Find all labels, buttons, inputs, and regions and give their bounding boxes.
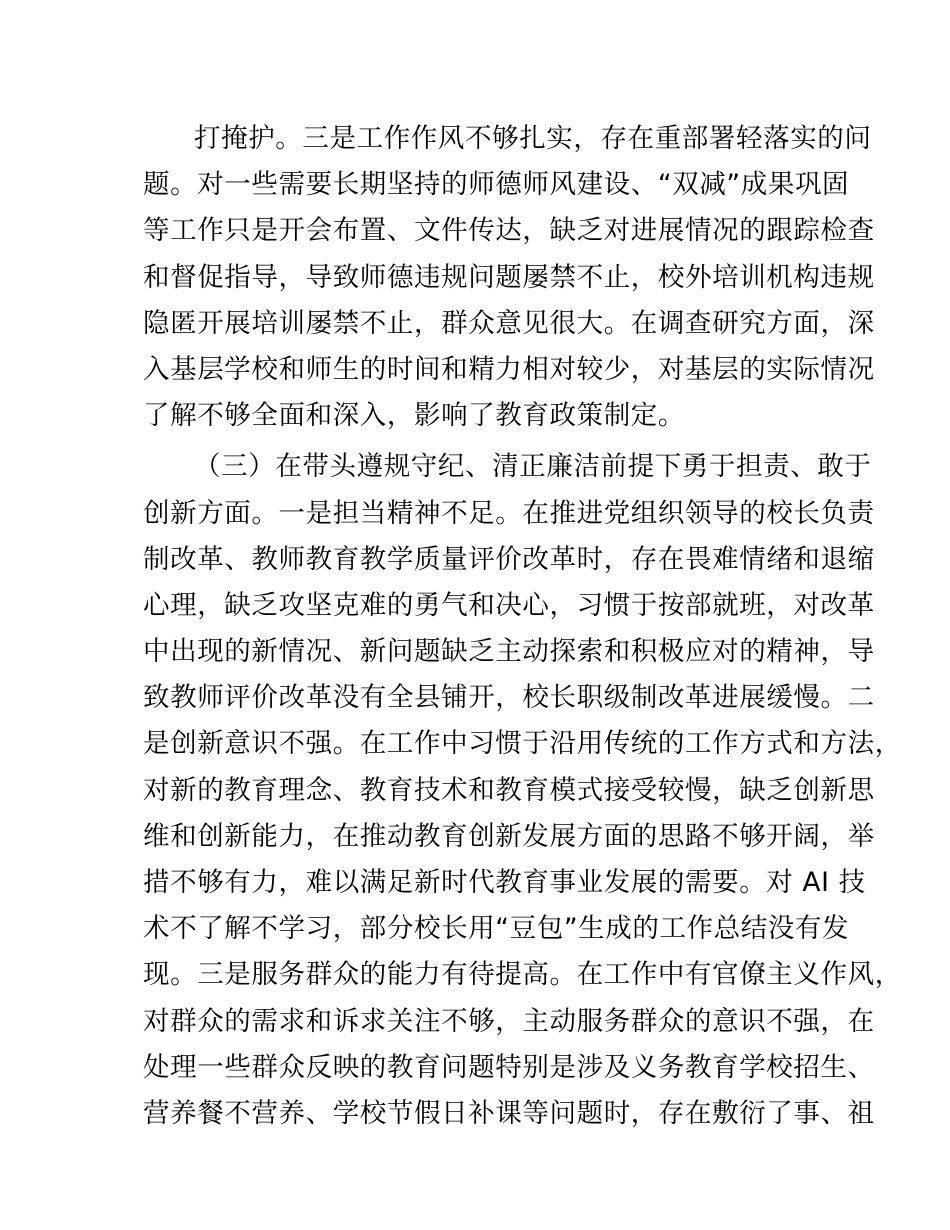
text-line: 了解不够全面和深入，影响了教育政策制定。: [143, 400, 685, 432]
text-line: 创新方面。一是担当精神不足。在推进党组织领导的校长负责: [143, 497, 875, 529]
text-line: 是创新意识不强。在工作中习惯于沿用传统的工作方式和方法，: [143, 728, 902, 760]
text-line: 等工作只是开会布置、文件传达，缺乏对进展情况的跟踪检查: [143, 215, 875, 247]
text-line: 术不了解不学习，部分校长用“豆包”生成的工作总结没有发: [143, 913, 850, 945]
text-line: 致教师评价改革没有全县铺开，校长职级制改革进展缓慢。二: [143, 682, 875, 714]
paragraph-section-three: [143, 444, 902, 1137]
text-line: 和督促指导，导致师德违规问题屡禁不止，校外培训机构违规: [143, 261, 875, 293]
text-line: 打掩护。三是工作作风不够扎实，存在重部署轻落实的问: [194, 123, 872, 154]
text-line: （三）在带头遵规守纪、清正廉洁前提下勇于担责、敢于: [194, 451, 872, 483]
text-line: 制改革、教师教育教学质量评价改革时，存在畏难情绪和退缩: [143, 543, 875, 575]
text-line: 入基层学校和师生的时间和精力相对较少，对基层的实际情况: [143, 353, 875, 385]
text-line: 题。对一些需要长期坚持的师德师风建设、“双减”成果巩固: [143, 169, 850, 201]
text-line: 对新的教育理念、教育技术和教育模式接受较慢，缺乏创新思: [143, 774, 875, 806]
text-line: 处理一些群众反映的教育问题特别是涉及义务教育学校招生、: [143, 1051, 875, 1083]
text-line: 措不够有力，难以满足新时代教育事业发展的需要。对 AI 技: [143, 867, 866, 898]
text-line: 对群众的需求和诉求关注不够，主动服务群众的意识不强，在: [143, 1005, 875, 1037]
text-line: 营养餐不营养、学校节假日补课等问题时，存在敷衍了事、祖: [143, 1097, 875, 1129]
text-line: 隐匿开展培训屡禁不止，群众意见很大。在调查研究方面，深: [143, 307, 875, 339]
text-line: 心理，缺乏攻坚克难的勇气和决心，习惯于按部就班，对改革: [143, 589, 875, 621]
document-body: [143, 116, 902, 1137]
text-line: 现。三是服务群众的能力有待提高。在工作中有官僚主义作风，: [143, 959, 902, 991]
text-line: 中出现的新情况、新问题缺乏主动探索和积极应对的精神，导: [143, 636, 875, 668]
paragraph-work-style: [143, 116, 875, 439]
text-line: 维和创新能力，在推动教育创新发展方面的思路不够开阔，举: [143, 820, 875, 852]
